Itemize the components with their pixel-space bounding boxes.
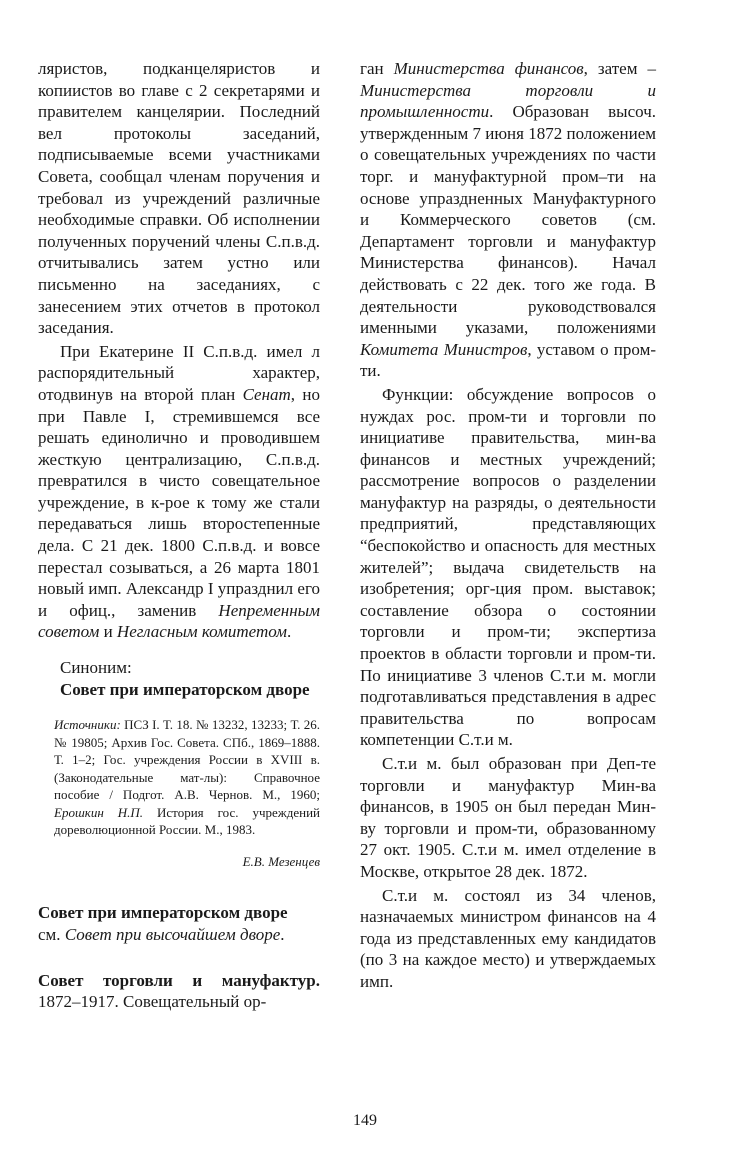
text-run: . Образован высоч. утвержденным 7 июня 1872 положением о совещательных учреждениях по части торг. и мануфактурной пром–ти на основе упраздненных Мануфактурного и Коммерческого советов (см. Департамент торговли и мануфактур Министерства финансов). Начал действовать с 22 дек. того же года. В деятельности руководствовался именными указами, положениями [360,102,656,338]
ref-ministry-trade: Министерства торговли и промышленности [360,80,656,122]
right-column [360,58,656,993]
article-author: Е.В. Мезенцев [242,853,320,869]
ref-ministry-finance: Министерства финансов [393,59,584,78]
text-run: , уставом о пром-ти. [360,339,656,381]
text-run: ган [360,59,394,78]
ref-senat: Сенат [242,384,291,404]
crossref-link: Совет при высочайшем дворе [64,924,281,944]
right-paragraph-1 [360,58,656,382]
right-paragraph-3: С.т.и м. был образован при Деп-те торговли и мануфактур Мин-ва финансов, в 1905 он был передан Мин-ву торговли и пром-ти, образованному 27 окт. 1905. С.т.и м. имел отделение в Москве, открытое 28 дек. 1872. [360,754,656,881]
right-paragraph-4: С.т.и м. состоял из 34 членов, назначаемых министром финансов на 4 года из представленных ему кандидатов (по 3 на каждое место) и утверждаемых имп. [360,885,656,991]
left-column [38,58,320,1013]
entry-term: Совет торговли и мануфактур. [38,970,320,990]
text-run: . [286,622,292,642]
sources-text: История гос. учреждений дореволюционной России. М., 1983. [54,804,320,838]
entry-term: Совет при императорском дворе [38,903,288,923]
synonym-term: Совет при императорском дворе [60,679,310,699]
sources-block [38,716,320,839]
ref-permanent-council: Непременным советом [38,600,320,642]
left-paragraph-1: ляристов, подканцеляристов и копиистов во главе с 2 секретарями и правителем канцелярии. Последний вел протоколы заседаний, подписываемые всеми участниками Совета, сообщал членам поручения и требовал из учреждений различные необходимые справки. Об исполнении полученных поручений члены С.п.в.д. отчитывались затем устно или письменно на заседаниях, с занесением этих отчетов в протокол заседания. [38,59,320,338]
text-run: , затем – [583,59,656,78]
entry-trade-manufactures [38,970,320,1013]
entry-first-line [38,970,320,1013]
entry-crossref [38,924,320,946]
text-run: . [280,924,285,944]
sources-text: ПСЗ I. Т. 18. № 13232, 13233; Т. 26. № 19805; Архив Гос. Совета. СПб., 1869–1888. Т. 1–2; Гос. учреждения России в XVIII в. (Законодательные мат-лы): Справочное пособие / Подгот. А.В. Чернов. М., 1960; [54,717,320,803]
synonym-label: Синоним: [60,658,132,678]
sources-author: Ерошкин Н.П. [54,804,144,820]
left-paragraph-2 [38,341,320,643]
page-number: 149 [353,1112,377,1129]
ref-secret-committee: Негласным комитетом [116,622,287,642]
sources-label: Источники: [54,717,121,733]
text-run: , но при Павле I, стремившемся все решать единолично и проводившем жесткую централизацию, С.п.в.д. превратился в чисто совещательное учреждение, в к-рое к тому же стали передаваться лишь второстепенные дела. С 21 дек. 1800 С.п.в.д. и вовсе перестал созываться, а 26 марта 1801 новый имп. Александр I упразднил его и офиц., заменив [38,384,320,620]
text-run: При Екатерине II С.п.в.д. имел л распорядительный характер, отодвинув на второй план [38,341,320,404]
text-run: и [99,622,117,642]
entry-text: 1872–1917. Совещательный ор- [38,992,267,1012]
ref-committee-ministers: Комитета Министров [360,339,528,359]
right-paragraph-2: Функции: обсуждение вопросов о нуждах рос. пром-ти и торговли по инициативе правительства, мин-ва финансов и местных учреждений; рассмотрение вопросов о разделении мануфактур на разряды, о деятельности предприятий, представляющих “беспокойство и опасность для местных жителей”; выдача свидетельств на изобретения; орг-ция пром. выставок; составление обзора о состоянии торговли и пром-ти; экспертиза проектов в области торговли и пром-ти. По инициативе 3 членов С.т.и м. могли подготавливаться представления в адрес правительства по вопросам компетенции С.т.и м. [360,384,656,750]
entry-imperial-court [38,902,320,945]
see-text: см. [38,924,65,944]
